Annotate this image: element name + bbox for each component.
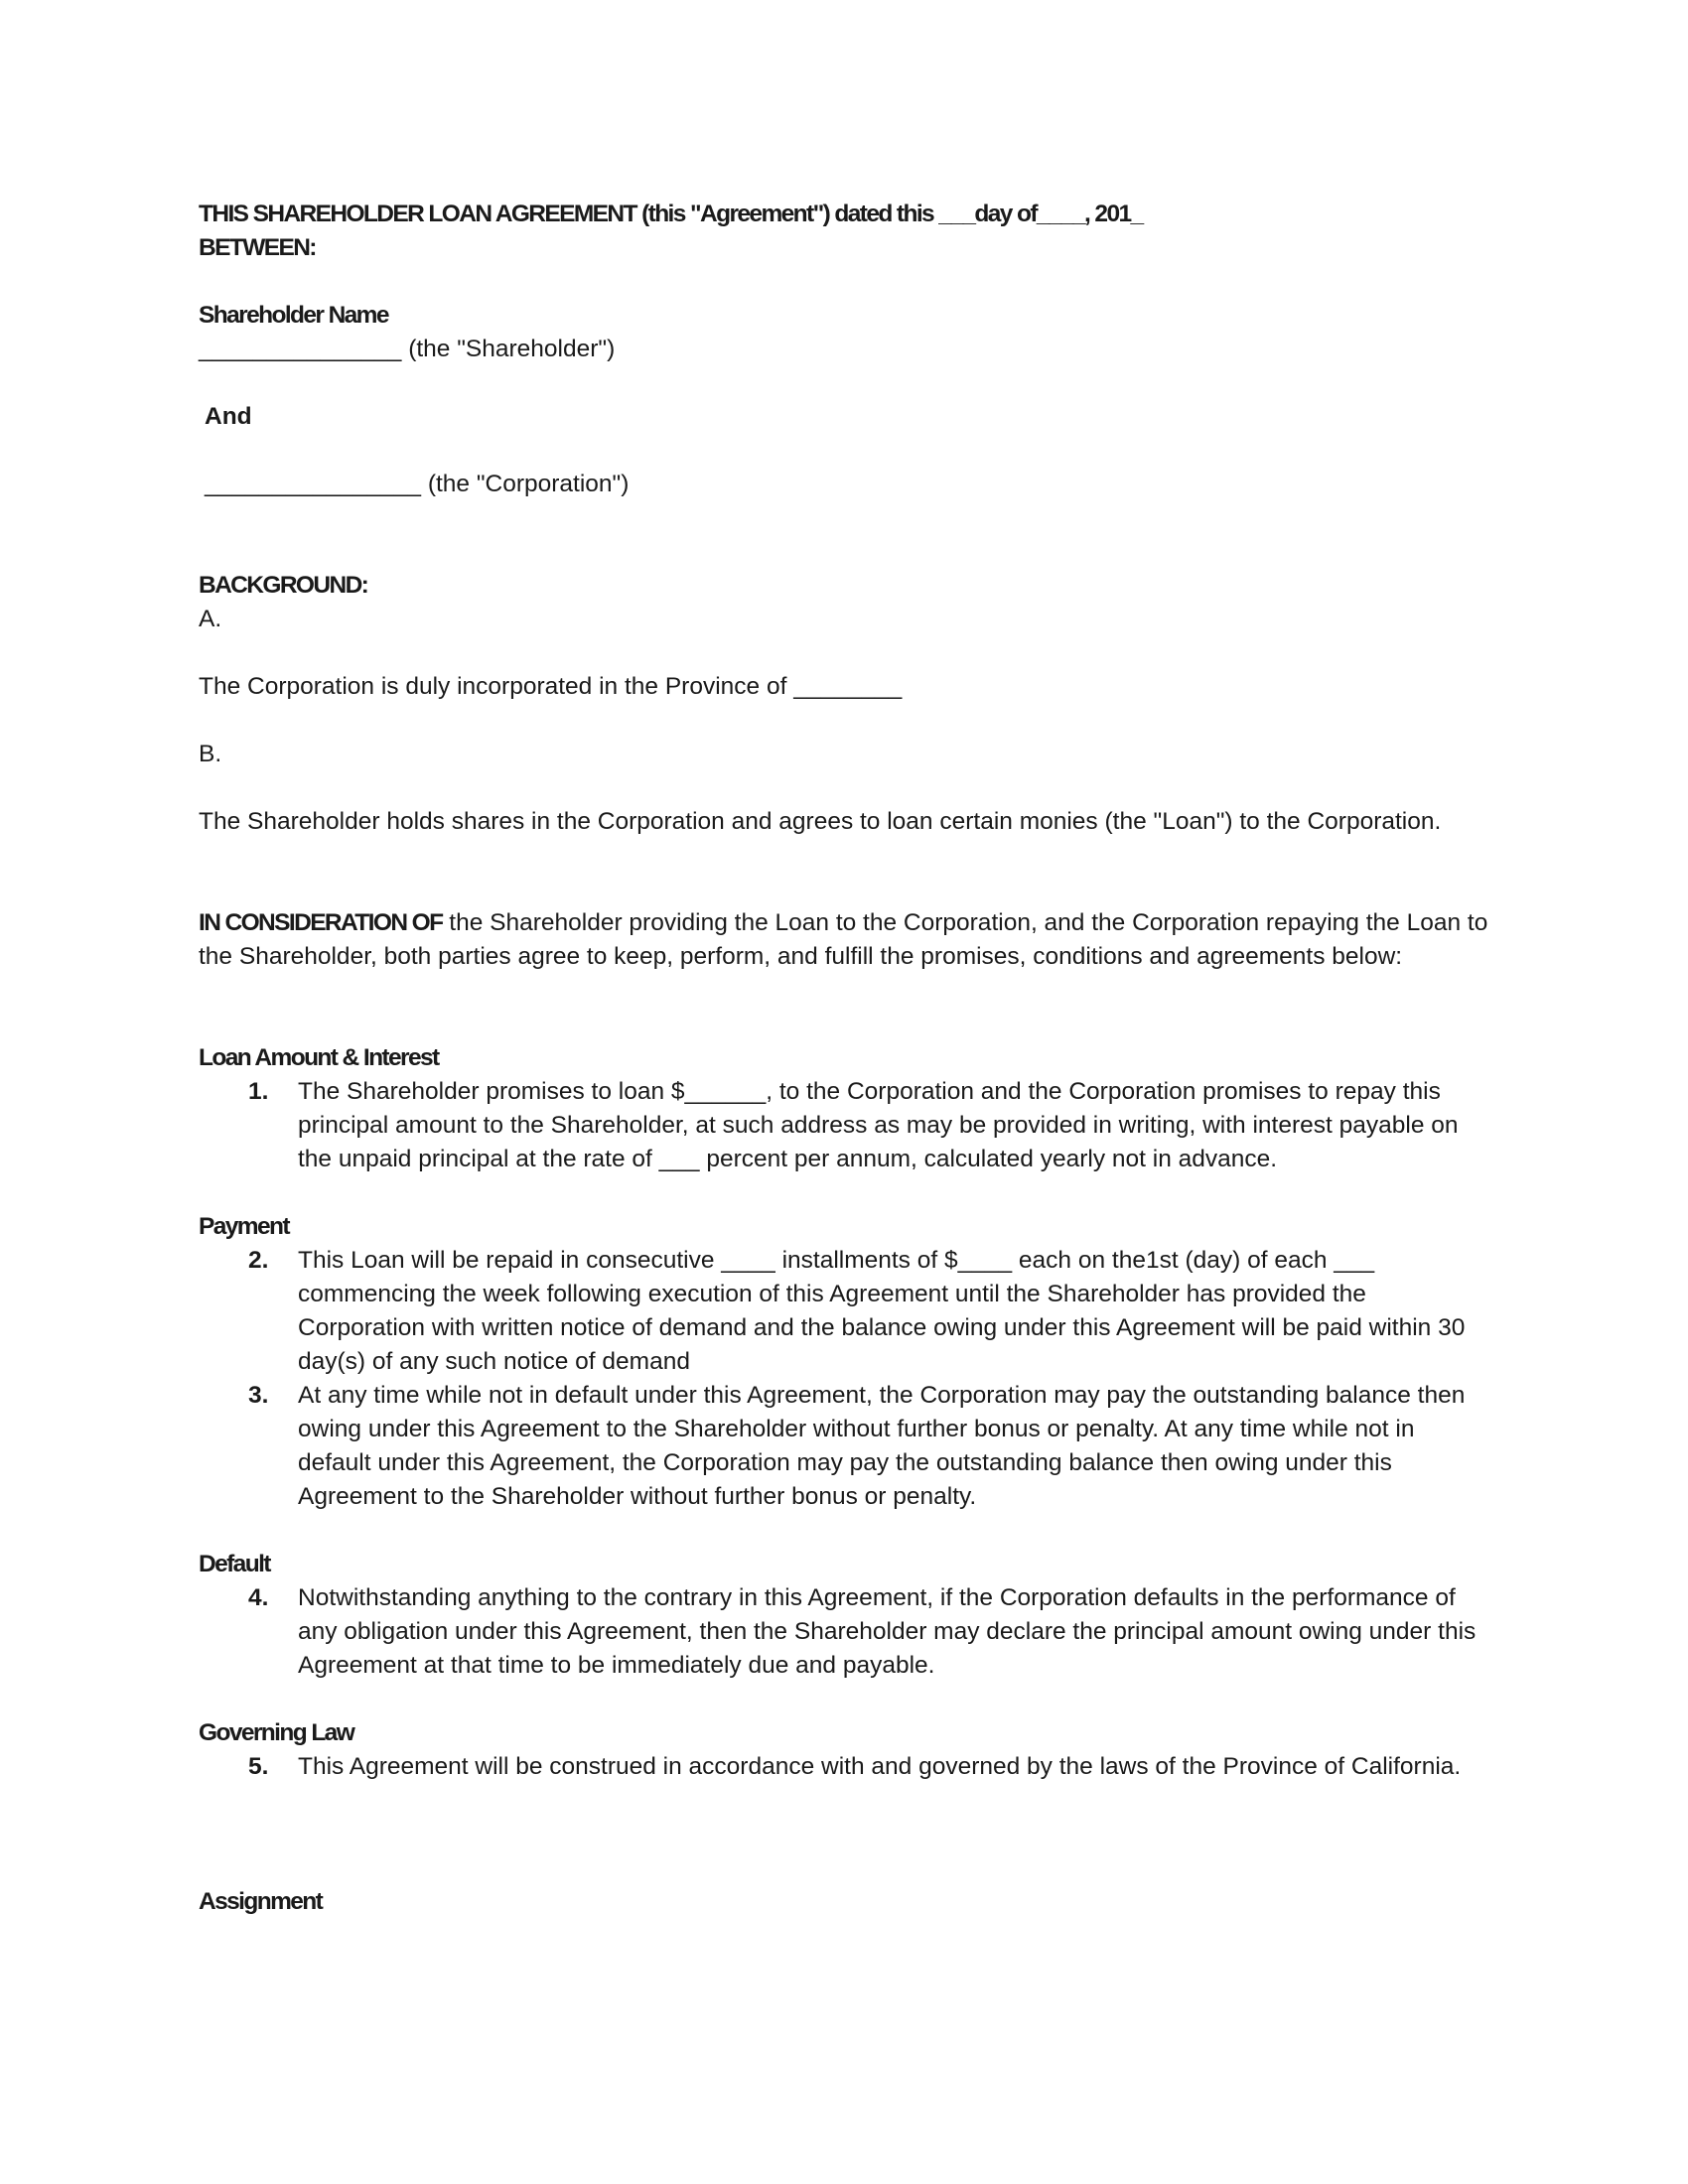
consideration-text: the Shareholder providing the Loan to the Corporation, and the Corporation repaying the Loan to the Shareholder, both parties agree to keep, perform, and fulfill the promises, conditions and agreements below: xyxy=(199,909,1488,970)
item-number: 5. xyxy=(248,1753,269,1780)
item-number: 1. xyxy=(248,1078,269,1105)
loan-heading: Loan Amount & Interest xyxy=(199,1044,439,1071)
consideration-lead: IN CONSIDERATION OF xyxy=(199,909,443,936)
default-heading: Default xyxy=(199,1551,270,1577)
background-b-label: B. xyxy=(199,741,222,767)
governing-law-heading: Governing Law xyxy=(199,1719,354,1746)
list-item xyxy=(248,1581,1489,1683)
corporation-line: ________________ (the "Corporation") xyxy=(205,471,630,497)
consideration-paragraph xyxy=(199,906,1489,974)
list-item xyxy=(248,1244,1489,1379)
item-text: At any time while not in default under this Agreement, the Corporation may pay the outstanding balance then owing under this Agreement to the Shareholder without further bonus or penalty. At any time while not in default under this Agreement, the Corporation may pay the outstanding balance then owing under this Agreement to the Shareholder without further bonus or penalty. xyxy=(298,1382,1466,1510)
between-label: BETWEEN: xyxy=(199,234,316,261)
payment-heading: Payment xyxy=(199,1213,289,1240)
item-text: This Agreement will be construed in accordance with and governed by the laws of the Province of California. xyxy=(298,1753,1462,1780)
shareholder-line: _______________ (the "Shareholder") xyxy=(199,336,616,362)
item-text: Notwithstanding anything to the contrary in this Agreement, if the Corporation defaults in the performance of any obligation under this Agreement, then the Shareholder may declare the principal amount owing under this Agreement at that time to be immediately due and payable. xyxy=(298,1584,1477,1679)
item-number: 4. xyxy=(248,1584,269,1611)
background-b-text: The Shareholder holds shares in the Corporation and agrees to loan certain monies (the "Loan") to the Corporation. xyxy=(199,808,1442,835)
assignment-heading: Assignment xyxy=(199,1888,323,1915)
background-a-text: The Corporation is duly incorporated in the Province of ________ xyxy=(199,673,903,700)
item-text: This Loan will be repaid in consecutive ____ installments of $____ each on the1st (day) of each ___ commencing the week following execution of this Agreement until the Shareholder has provided the Corporation with written notice of demand and the balance owing under this Agreement will be paid within 30 day(s) of any such notice of demand xyxy=(298,1247,1466,1375)
item-number: 2. xyxy=(248,1247,269,1274)
shareholder-heading: Shareholder Name xyxy=(199,302,388,329)
background-a-label: A. xyxy=(199,606,222,632)
and-label: And xyxy=(205,403,252,430)
item-number: 3. xyxy=(248,1382,269,1409)
agreement-title: THIS SHAREHOLDER LOAN AGREEMENT (this "Agreement") dated this ___day of____, 201_ xyxy=(199,201,1143,227)
item-text: The Shareholder promises to loan $______, to the Corporation and the Corporation promises to repay this principal amount to the Shareholder, at such address as may be provided in writing, with interest payable on the unpaid principal at the rate of ___ percent per annum, calculated yearly not in advance. xyxy=(298,1078,1459,1172)
list-item xyxy=(248,1075,1489,1176)
list-item xyxy=(248,1750,1489,1784)
background-heading: BACKGROUND: xyxy=(199,572,368,599)
list-item xyxy=(248,1379,1489,1514)
